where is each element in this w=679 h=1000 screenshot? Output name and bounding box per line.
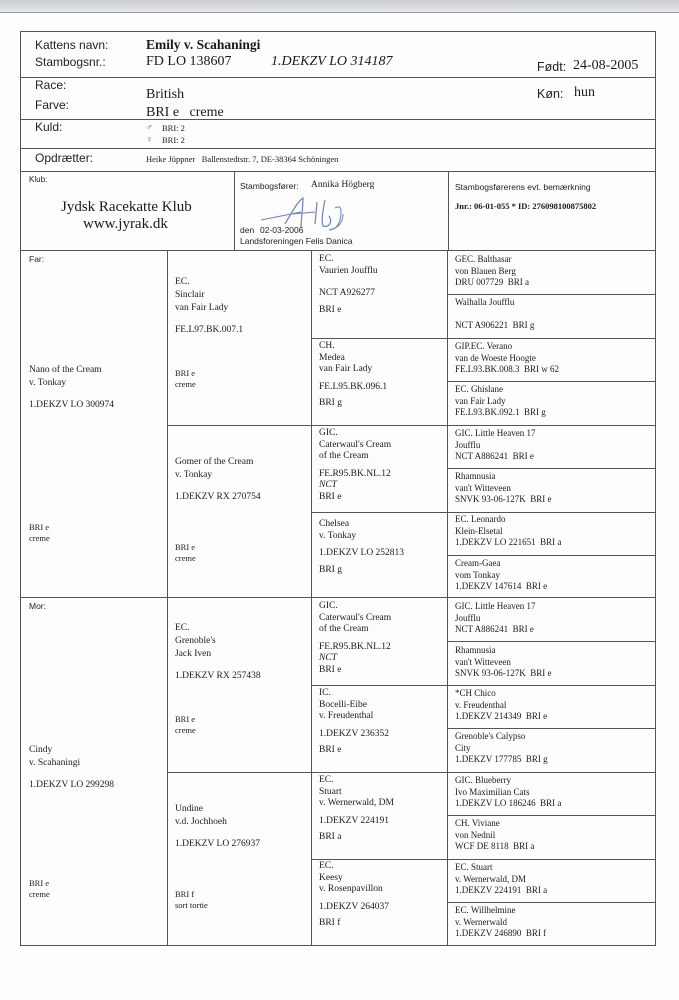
ancestor-cell [447, 511, 655, 552]
ancestor-cell [311, 772, 447, 847]
ancestor-cell [447, 555, 655, 596]
grandparent-line: EC. [175, 277, 190, 287]
divider [21, 119, 655, 120]
born-date: 24-08-2005 [573, 58, 639, 73]
ancestor-cell [447, 728, 655, 769]
ancestor-line: FE.L95.BK.096.1 [319, 381, 388, 392]
ancestor-line: GIC. Little Heaven 17 [455, 428, 536, 438]
ancestor-line: of the Cream [319, 451, 369, 461]
club-box [20, 171, 656, 251]
federation: Landsforeningen Felis Danica [240, 236, 353, 246]
ancestor-line: GEC. Balthasar [455, 254, 512, 264]
grandparent-line: 1.DEKZV RX 270754 [175, 492, 261, 502]
sire-line [29, 390, 159, 399]
club-label: Klub: [29, 175, 48, 184]
divider [21, 148, 655, 149]
ancestor-cell [311, 685, 447, 760]
ancestor-line: van Fair Lady [319, 364, 373, 374]
ancestor-line: Bocelli-Eibe [319, 699, 368, 710]
ancestor-line: vom Tonkay [455, 569, 500, 580]
ancestor-cell [311, 858, 447, 933]
grandparent-color [167, 886, 311, 914]
grandparent-cell [167, 453, 311, 507]
color-code: BRI f [175, 889, 195, 899]
ancestor-line: *CH Chico [455, 688, 496, 698]
ancestor-cell [447, 294, 655, 335]
ancestor-line: Cream-Gaea [455, 558, 501, 568]
ancestor-cell [311, 338, 447, 413]
color-name: creme [175, 379, 196, 389]
dam-color-name: creme [29, 889, 50, 899]
born-label: Født: [537, 60, 567, 74]
ancestor-line: EC. Leonardo [455, 514, 506, 524]
ancestor-line: EC. Willhelmine [455, 905, 516, 915]
color: BRI e creme [146, 105, 224, 120]
grandparent-line: Jack Iven [175, 649, 212, 659]
far-label: Far: [29, 254, 45, 264]
sex-label: Køn: [537, 87, 564, 101]
color-name: sort tortie [175, 900, 208, 910]
color-name: creme [175, 553, 196, 563]
grandparent-line: van Fair Lady [175, 303, 229, 313]
ancestor-line: IC. [319, 688, 331, 698]
ancestor-line: EC. [319, 775, 334, 785]
color-name: creme [175, 725, 196, 735]
ancestor-cell [447, 859, 655, 900]
divider [448, 172, 449, 250]
grandparent-color [167, 539, 311, 567]
grandparent-line [175, 829, 303, 838]
grandparent-line: FE.L97.BK.007.1 [175, 325, 244, 335]
grandparent-line: Undine [175, 804, 203, 814]
grandparent-line [175, 315, 303, 324]
sex: hun [574, 85, 595, 100]
ancestor-line: 1.DEKZV LO 252813 [319, 548, 405, 558]
ancestor-line: Keesy [319, 872, 343, 883]
ancestor-line: DRU 007729 BRI a [455, 277, 529, 287]
female-symbol: ♀ [146, 134, 153, 144]
ancestor-line: 1.DEKZV 224191 BRI a [455, 885, 548, 895]
ancestor-line: Joufflu [455, 612, 481, 623]
ancestor-line: Walhalla Joufflu [455, 297, 515, 307]
divider [21, 77, 655, 78]
ancestor-line: v. Freudenthal [319, 711, 374, 721]
ancestor-cell [311, 425, 447, 506]
ancestor-line: SNVK 93-06-127K BRI e [455, 668, 552, 678]
dam-line: Cindy [29, 745, 53, 755]
ancestor-line: EC. [319, 254, 334, 264]
ancestor-line: 1.DEKZV LO 186246 BRI a [455, 798, 562, 808]
ancestor-cell [447, 425, 655, 466]
header-box [20, 31, 656, 172]
ancestor-line: van Fair Lady [455, 395, 506, 406]
ancestor-line: van't Witteveen [455, 482, 511, 493]
ancestor-line: FE.R95.BK.NL.12 [319, 641, 391, 652]
ancestor-line: FE.L93.BK.092.1 BRI g [455, 407, 546, 417]
ancestor-line: Klein-Elsetal [455, 525, 503, 536]
ancestor-line: 1.DEKZV 214349 BRI e [455, 711, 548, 721]
ancestor-cell [447, 642, 655, 683]
color-code: BRI e [175, 368, 196, 378]
sire-color-name: creme [29, 533, 50, 543]
ancestor-line: NCT [319, 653, 337, 663]
dam-color-code: BRI e [29, 878, 50, 888]
ancestor-line: Vaurien Joufflu [319, 265, 378, 276]
grandparent-cell [167, 800, 311, 854]
ancestor-line: Stuart [319, 786, 342, 797]
grandparent-line [175, 482, 303, 491]
grandparent-color [167, 711, 311, 739]
ancestor-cell [447, 772, 655, 813]
ancestor-line: NCT [319, 480, 337, 490]
reg-number-alt: 1.DEKZV LO 314187 [271, 54, 393, 69]
ancestor-cell [311, 511, 447, 579]
dam-line: 1.DEKZV LO 299298 [29, 780, 115, 790]
race-label: Race: [35, 78, 67, 92]
sire-line: Nano of the Cream [29, 365, 102, 375]
ancestor-line: 1.DEKZV 147614 BRI e [455, 581, 548, 591]
ancestor-line: NCT A906221 BRI g [455, 320, 535, 330]
remark-label: Stambogsførerens evt. bemærkning [455, 182, 591, 192]
dam-cell [21, 741, 167, 795]
grandparent-line: v. Tonkay [175, 470, 213, 480]
dam-color [21, 875, 167, 903]
ancestor-line: Chelsea [319, 519, 350, 529]
grandparent-line: 1.DEKZV RX 257438 [175, 671, 261, 681]
ancestor-line: GIC. [319, 428, 338, 438]
litter-female: BRI: 2 [162, 135, 185, 145]
ancestor-line: Caterwaul's Cream [319, 612, 392, 623]
sire-cell [21, 361, 167, 415]
ancestor-line: BRI e [319, 664, 342, 675]
ancestor-line: NCT A926277 [319, 288, 376, 298]
ancestor-line: 1.DEKZV LO 221651 BRI a [455, 537, 562, 547]
color-code: BRI e [175, 542, 196, 552]
ancestor-line: NCT A886241 BRI e [455, 451, 534, 461]
dam-line [29, 770, 159, 779]
litter-label: Kuld: [35, 120, 63, 134]
ancestor-line: van't Witteveen [455, 656, 511, 667]
ancestor-line: v. Freudenthal [455, 699, 507, 710]
ancestor-line: FE.R95.BK.NL.12 [319, 468, 391, 479]
ancestor-line: BRI f [319, 918, 341, 928]
ancestor-line: Rhamnusia [455, 471, 496, 481]
grandparent-line: EC. [175, 623, 190, 633]
registrar-label: Stambogsfører: [240, 181, 299, 191]
ancestor-line: Ivo Maximilian Cats [455, 786, 530, 797]
ancestor-line: von Blauen Berg [455, 265, 516, 276]
breeder-label: Opdrætter: [35, 151, 94, 165]
ancestor-cell [447, 815, 655, 856]
ancestor-line: BRI g [319, 398, 342, 408]
ancestor-line: CH. [319, 341, 335, 351]
grandparent-line: 1.DEKZV LO 276937 [175, 839, 261, 849]
reg-label: Stambogsnr.: [35, 55, 106, 69]
male-symbol: ♂ [146, 122, 153, 132]
club-url: www.jyrak.dk [83, 216, 168, 232]
ancestor-line [455, 309, 647, 321]
ancestor-line: BRI e [319, 304, 342, 315]
ancestor-cell [447, 251, 655, 292]
ancestor-line: NCT A886241 BRI e [455, 624, 534, 634]
ancestor-line: CH. Viviane [455, 818, 500, 828]
grandparent-line [175, 661, 303, 670]
ancestor-cell [311, 598, 447, 679]
grandparent-color [167, 365, 311, 393]
pedigree-grid [20, 250, 656, 946]
ancestor-line: GIP.EC. Verano [455, 341, 513, 351]
remark: Jnr.: 06-01-055 * ID: 276098100875802 [455, 201, 597, 211]
ancestor-line: von Nednil [455, 829, 496, 840]
grandparent-line: Sinclair [175, 290, 205, 300]
ancestor-line: BRI e [319, 745, 342, 755]
ancestor-line: Medea [319, 352, 345, 363]
sire-line: v. Tonkay [29, 378, 67, 388]
grandparent-line: v.d. Jochhoeh [175, 817, 227, 827]
ancestor-cell [447, 338, 655, 379]
ancestor-line: EC. [319, 861, 334, 871]
ancestor-line: 1.DEKZV 264037 [319, 901, 390, 912]
grandparent-cell [167, 273, 311, 340]
ancestor-line: GIC. [319, 601, 338, 611]
ancestor-line: 1.DEKZV 246890 BRI f [455, 928, 547, 938]
mor-label: Mor: [29, 601, 46, 611]
color-code: BRI e [175, 714, 196, 724]
race: British [146, 87, 185, 102]
ancestor-line: 1.DEKZV 224191 [319, 815, 390, 826]
club-name: Jydsk Racekatte Klub [61, 199, 192, 215]
grandparent-cell [167, 619, 311, 686]
divider [234, 172, 235, 250]
color-label: Farve: [35, 98, 70, 112]
ancestor-line: Rhamnusia [455, 645, 496, 655]
dam-line: v. Scahaningi [29, 758, 81, 768]
ancestor-line: GIC. Little Heaven 17 [455, 601, 536, 611]
cat-name: Emily v. Scahaningi [146, 37, 261, 52]
ancestor-line: FE.L93.BK.008.3 BRI w 62 [455, 364, 560, 374]
ancestor-line: v. Wernerwald [455, 916, 508, 927]
reg-number: FD LO 138607 [146, 54, 232, 69]
scanner-edge [0, 0, 679, 13]
ancestor-line: van de Woeste Hoogte [455, 352, 536, 363]
ancestor-line: 1.DEKZV 236352 [319, 728, 390, 739]
sire-color [21, 519, 167, 547]
ancestor-line: v. Tonkay [319, 530, 357, 541]
ancestor-line: v. Wernerwald, DM [319, 798, 394, 808]
litter-male: BRI: 2 [162, 123, 185, 133]
registrar-name: Annika Högberg [311, 180, 375, 190]
ancestor-line: WCF DE 8118 BRI a [455, 841, 535, 851]
ancestor-line: Grenoble's Calypso [455, 731, 526, 741]
ancestor-cell [447, 685, 655, 726]
ancestor-cell [447, 902, 655, 943]
ancestor-line: of the Cream [319, 624, 369, 634]
grandparent-line: Grenoble's [175, 636, 216, 646]
sire-color-code: BRI e [29, 522, 50, 532]
breeder: Heike Jüppner Ballenstedtstr. 7, DE-38364 Schöningen [146, 154, 339, 164]
cat-name-label: Kattens navn: [35, 38, 109, 52]
ancestor-line: EC. Stuart [455, 862, 493, 872]
sign-date: 02-03-2006 [260, 225, 304, 235]
ancestor-cell [447, 381, 655, 422]
ancestor-cell [447, 468, 655, 509]
ancestor-line: SNVK 93-06-127K BRI e [455, 494, 552, 504]
ancestor-line: v. Rosenpavillon [319, 884, 383, 894]
ancestor-line: City [455, 742, 471, 753]
grandparent-line: Gomer of the Cream [175, 457, 254, 467]
ancestor-line: EC. Ghislane [455, 384, 503, 394]
ancestor-line: Joufflu [455, 439, 481, 450]
ancestor-line: BRI a [319, 832, 342, 842]
ancestor-line: 1.DEKZV 177785 BRI g [455, 754, 548, 764]
ancestor-line: Caterwaul's Cream [319, 439, 392, 450]
ancestor-line: BRI e [319, 491, 342, 502]
ancestor-line: BRI g [319, 564, 342, 575]
date-prefix: den [240, 225, 255, 235]
ancestor-cell [311, 251, 447, 319]
sire-line: 1.DEKZV LO 300974 [29, 400, 115, 410]
ancestor-line: GIC. Blueberry [455, 775, 511, 785]
ancestor-cell [447, 598, 655, 639]
ancestor-line: v. Wernerwald, DM [455, 873, 527, 884]
